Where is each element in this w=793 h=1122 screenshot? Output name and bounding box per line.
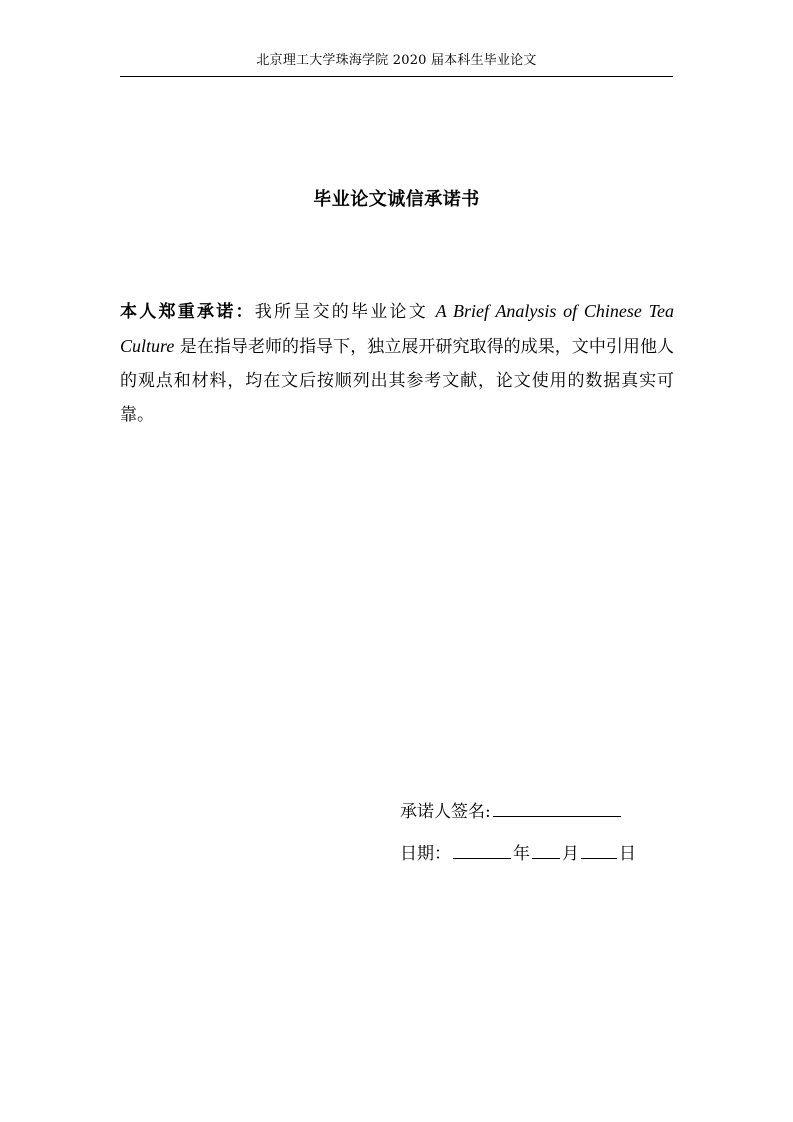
day-label: 日 [619, 844, 636, 864]
signer-label: 承诺人签名: [400, 802, 491, 822]
signer-row [400, 796, 621, 824]
pledge-paragraph [120, 294, 674, 432]
thesis-title: A Brief Analysis of Chinese Tea Culture [120, 301, 675, 356]
month-label: 月 [562, 844, 579, 864]
header-text: 北京理工大学珠海学院 2020 届本科生毕业论文 [256, 53, 537, 68]
year-label: 年 [513, 844, 530, 864]
pledge-lead: 本人郑重承诺： [120, 302, 255, 322]
document-title: 毕业论文诚信承诺书 [313, 189, 480, 210]
month-blank[interactable] [532, 838, 560, 859]
signature-blank[interactable] [493, 796, 621, 817]
day-blank[interactable] [581, 838, 617, 859]
pledge-text-1: 我所呈交的毕业论文 [254, 302, 428, 322]
page-header [120, 54, 673, 77]
pledge-text-2: 是在指导老师的指导下，独立展开研究取得的成果，文中引用他人的观点和材料，均在文后按顺列出其参考文献，论文使用的数据真实可靠。 [120, 337, 675, 425]
year-blank[interactable] [453, 838, 511, 859]
date-row [400, 838, 636, 866]
date-label: 日期： [400, 844, 451, 864]
